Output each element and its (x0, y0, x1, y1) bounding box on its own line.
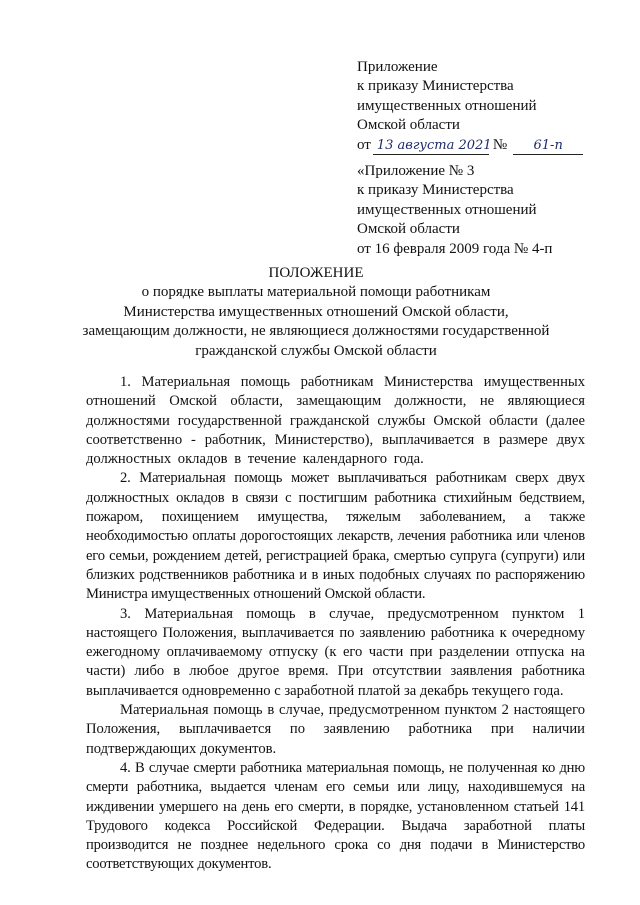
document-title (40, 264, 592, 361)
handwritten-date: 13 августа 2021 (373, 138, 489, 155)
appendix-line: к приказу Министерства (357, 78, 514, 95)
appendix-line: Приложение (357, 59, 438, 75)
paragraph-1: 1. Материальная помощь работникам Министерства имущественных отношений Омской области, замещающим должности, не являющиеся должностями государственной гражданской службы Омской области (далее соответственно - работник, Министерство), выплачивается в размере двух должностных окладов в течение календарного года. (86, 374, 585, 468)
appendix-line: имущественных отношений (357, 201, 537, 218)
paragraph-5: 4. В случае смерти работника материальная помощь, не полученная ко дню смерти работника, выдается членам его семьи или лицу, находившемуся на иждивении умершего на день его смерти, в порядке, установленном статьей 141 Трудового кодекса Российской Федерации. Выдача заработной платы производится не позднее недельного срока со дня подачи в Министерство соответствующих документов. (86, 759, 585, 873)
order-date-prefix: от (357, 136, 371, 153)
document-body (86, 373, 585, 875)
paragraph-4: Материальная помощь в случае, предусмотренном пунктом 2 настоящего Положения, выплачивается по заявлению работника при наличии подтверждающих документов. (86, 702, 585, 757)
appendix-line: «Приложение № 3 (357, 163, 475, 179)
previous-appendix-header (357, 162, 617, 259)
paragraph-2: 2. Материальная помощь может выплачиваться работникам сверх двух должностных окладов в связи с постигшим работника стихийным бедствием, пожаром, похищением имущества, тяжелым заболеванием, а также необходимостью оплаты дорогостоящих лекарств, лечения работника или членов его семьи, рождением детей, регистрацией брака, смертью супруга (супруги) или близких родственников работника и в иных подобных случаях по распоряжению Министра имущественных отношений Омской области. (86, 470, 585, 603)
appendix-line: от 16 февраля 2009 года № 4-п (357, 240, 553, 257)
title-line: о порядке выплаты материальной помощи работникам (141, 284, 491, 301)
title-line: гражданской службы Омской области (195, 342, 437, 359)
appendix-line: Омской области (357, 221, 460, 238)
appendix-header (357, 58, 617, 155)
title-heading: ПОЛОЖЕНИЕ (268, 265, 364, 281)
appendix-line: к приказу Министерства (357, 182, 514, 199)
order-number-sign: № (492, 136, 508, 153)
appendix-line: Омской области (357, 117, 460, 134)
handwritten-order-number: 61-п (513, 138, 583, 155)
paragraph-3: 3. Материальная помощь в случае, предусмотренном пунктом 1 настоящего Положения, выплачивается по заявлению работника к очередному ежегодному оплачиваемому отпуску (к его части при разделении отпуска на части) либо в любое другое время. При отсутствии заявления работника выплачивается одновременно с заработной платой за декабрь текущего года. (86, 605, 585, 699)
title-line: замещающим должности, не являющиеся должностями государственной (82, 323, 550, 340)
order-date-line (357, 136, 617, 155)
title-line: Министерства имущественных отношений Омской области, (123, 303, 509, 320)
appendix-line: имущественных отношений (357, 97, 537, 114)
